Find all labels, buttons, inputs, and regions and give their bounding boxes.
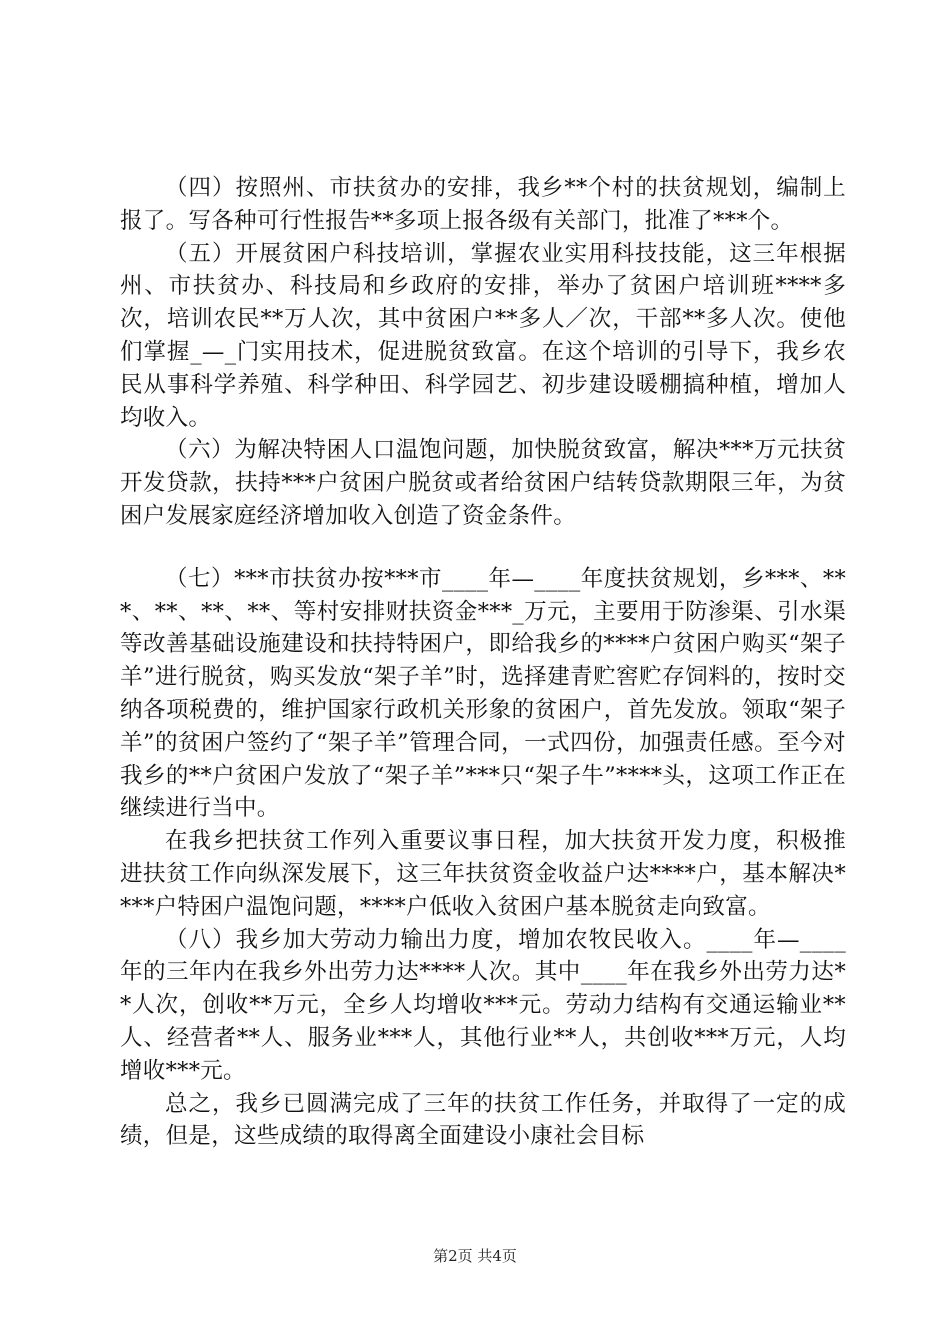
document-body	[120, 172, 846, 1153]
paragraph-4: （四）按照州、市扶贫办的安排，我乡**个村的扶贫规划，编制上报了。写各种可行性报告**多项上报各级有关部门，批准了***个。	[120, 175, 846, 234]
paragraph-8: （八）我乡加大劳动力输出力度，增加农牧民收入。____年—____年的三年内在我乡外出劳力达****人次。其中____年在我乡外出劳力达**人次，创收**万元，全乡人均增收***元。劳动力结构有交通运输业**人、经营者**人、服务业***人，其他行业**人，共创收***万元，人均增收***元。	[120, 926, 846, 1084]
page-number-footer: 第2页 共4页	[433, 1247, 517, 1265]
paragraph-gap	[120, 533, 846, 563]
paragraph-6: （六）为解决特困人口温饱问题，加快脱贫致富，解决***万元扶贫开发贷款，扶持***户贫困户脱贫或者给贫困户结转贷款期限三年，为贫困户发展家庭经济增加收入创造了资金条件。	[120, 437, 846, 529]
paragraph-7: （七）***市扶贫办按***市____年—____年度扶贫规划，乡***、***、**、**、**、等村安排财扶资金***_万元，主要用于防渗渠、引水渠等改善基础设施建设和扶持特困户，即给我乡的****户贫困户购买“架子羊”进行脱贫，购买发放“架子羊”时，选择建青贮窖贮存饲料的，按时交纳各项税费的，维护国家行政机关形象的贫困户，首先发放。领取“架子羊”的贫困户签约了“架子羊”管理合同，一式四份，加强责任感。至今对我乡的**户贫困户发放了“架子羊”***只“架子牛”****头，这项工作正在继续进行当中。	[120, 565, 846, 822]
paragraph-5: （五）开展贫困户科技培训，掌握农业实用科技技能，这三年根据州、市扶贫办、科技局和乡政府的安排，举办了贫困户培训班****多次，培训农民**万人次，其中贫困户**多人／次，干部**多人次。使他们掌握_—_门实用技术，促进脱贫致富。在这个培训的引导下，我乡农民从事科学养殖、科学种田、科学园艺、初步建设暖棚搞种植，增加人均收入。	[120, 240, 846, 431]
paragraph-conclusion: 总之，我乡已圆满完成了三年的扶贫工作任务，并取得了一定的成绩，但是，这些成绩的取得离全面建设小康社会目标	[120, 1090, 846, 1150]
paragraph-summary-7: 在我乡把扶贫工作列入重要议事日程，加大扶贫开发力度，积极推进扶贫工作向纵深发展下，这三年扶贫资金收益户达****户，基本解决****户特困户温饱问题，****户低收入贫困户基本脱贫走向致富。	[120, 828, 846, 920]
